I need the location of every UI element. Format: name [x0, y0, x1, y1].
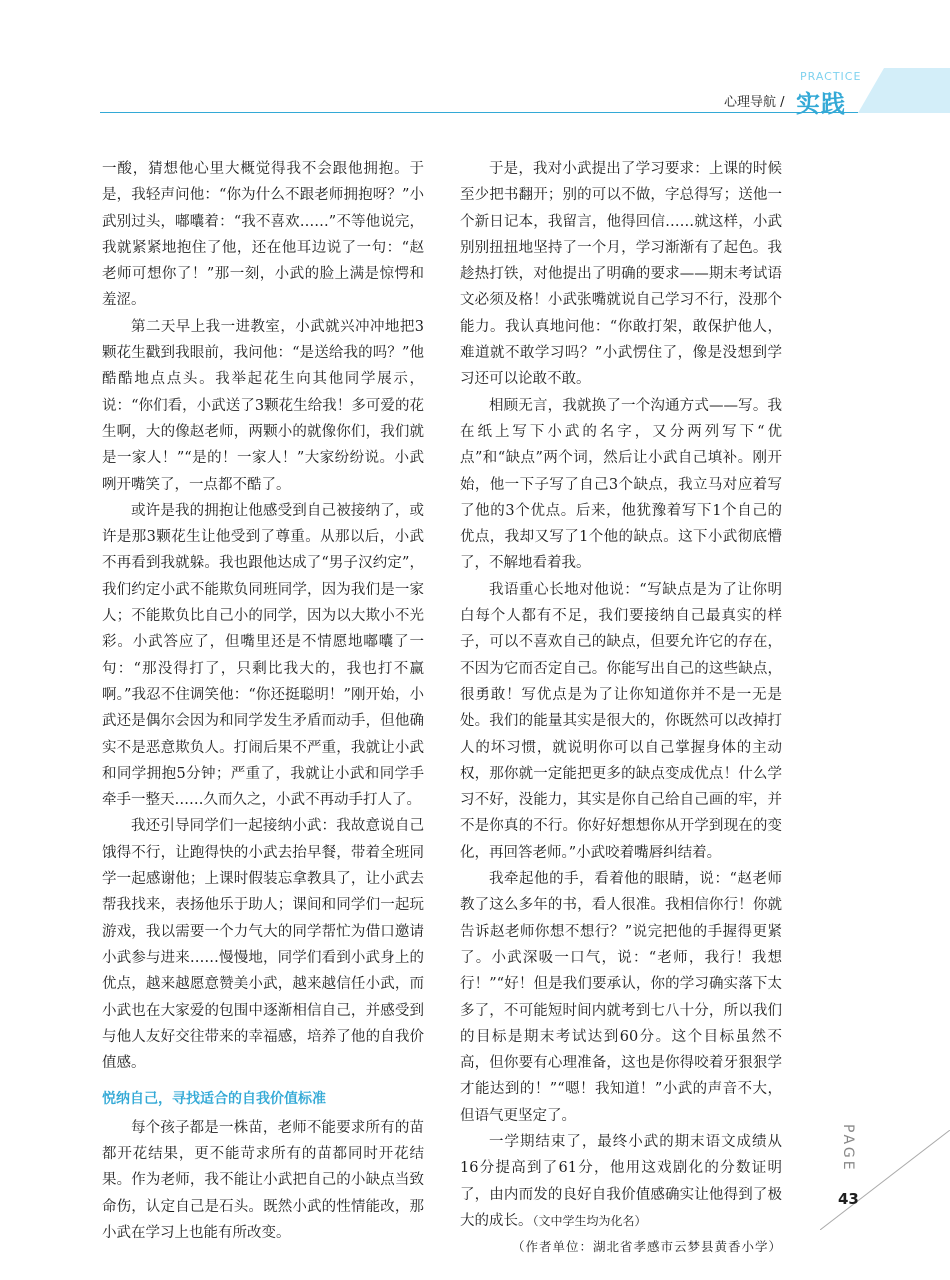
paragraph: 于是，我对小武提出了学习要求：上课的时候至少把书翻开；别的可以不做，字总得写；送他一个新日记本，我留言，他得回信……就这样，小武别别扭扭地坚持了一个月，学习渐渐有了起色。我趁热打铁，对他提出了明确的要求——期末考试语文必须及格！小武张嘴就说自己学习不行，没那个能力。我认真地问他：“你敢打架，敢保护他人，难道就不敢学习吗？”小武愣住了，像是没想到学习还可以论敢不敢。 [460, 161, 782, 388]
section-name: 心理导航 / [724, 95, 785, 110]
paragraph: 相顾无言，我就换了一个沟通方式——写。我在纸上写下小武的名字，又分两列写下“优点”和“缺点”两个词，然后让小武自己填补。刚开始，他一下子写了自己3个缺点，我立马对应着写了他的3个优点。后来，他犹豫着写下1个自己的优点，我却又写了1个他的缺点。这下小武彻底懵了，不解地看着我。 [460, 397, 782, 572]
header-divider [100, 112, 858, 113]
right-column [460, 156, 782, 1260]
paragraph: 或许是我的拥抱让他感受到自己被接纳了，或许是那3颗花生让他受到了尊重。从那以后，小武不再看到我就躲。我也跟他达成了“男子汉约定”，我们约定小武不能欺负同班同学，因为我们是一家人；不能欺负比自己小的同学，因为以大欺小不光彩。小武答应了，但嘴里还是不情愿地嘟囔了一句：“那没得打了，只剩比我大的，我也打不赢啊。”我忍不住调笑他：“你还挺聪明！”刚开始，小武还是偶尔会因为和同学发生矛盾而动手，但他确实不是恶意欺负人。打闹后果不严重，我就让小武和同学拥抱5分钟；严重了，我就让小武和同学手牵手一整天……久而久之，小武不再动手打人了。 [102, 502, 424, 809]
paragraph: 每个孩子都是一株苗，老师不能要求所有的苗都开花结果，更不能苛求所有的苗都同时开花结果。作为老师，我不能让小武把自己的小缺点当致命伤，认定自己是石头。既然小武的性情能改，那小武在学习上也能有所改变。 [102, 1119, 424, 1241]
paragraph: 第二天早上我一进教室，小武就兴冲冲地把3颗花生戳到我眼前，我问他：“是送给我的吗？”他酷酷地点点头。我举起花生向其他同学展示，说：“你们看，小武送了3颗花生给我！多可爱的花生啊，大的像赵老师，两颗小的就像你们，我们就是一家人！”“是的！一家人！”大家纷纷说。小武咧开嘴笑了，一点都不酷了。 [102, 318, 424, 493]
left-column [102, 156, 424, 1246]
section-subheading: 悦纳自己，寻找适合的自我价值标准 [102, 1091, 326, 1108]
paragraph: 一酸，猜想他心里大概觉得我不会跟他拥抱。于是，我轻声问他：“你为什么不跟老师拥抱呀？”小武别过头，嘟囔着：“我不喜欢……”不等他说完，我就紧紧地抱住了他，还在他耳边说了一句：“赵老师可想你了！”那一刻，小武的脸上满是惊愕和羞涩。 [102, 161, 424, 309]
page-number: 43 [838, 1190, 859, 1208]
paragraph-text: 一学期结束了，最终小武的期末语文成绩从16分提高到了61分，他用这戏剧化的分数证明了，由内而发的良好自我价值感确实让他得到了极大的成长。 [460, 1133, 782, 1229]
section-title: 实践 [796, 90, 846, 118]
paragraph [460, 1129, 782, 1234]
page-label: PAGE [840, 1124, 856, 1173]
paragraph: 我语重心长地对他说：“写缺点是为了让你明白每个人都有不足，我们要接纳自己最真实的样子，可以不喜欢自己的缺点，但要允许它的存在，不因为它而否定自己。你能写出自己的这些缺点，很勇敢！写优点是为了让你知道你并不是一无是处。我们的能量其实是很大的，你既然可以改掉打人的坏习惯，就说明你可以自己掌握身体的主动权，那你就一定能把更多的缺点变成优点！什么学习不好，没能力，其实是你自己给自己画的牢，并不是你真的不行。你好好想想你从开学到现在的变化，再回答老师。”小武咬着嘴唇纠结着。 [460, 581, 782, 861]
header-banner-shape [858, 68, 950, 113]
name-note: （文中学生均为化名） [532, 1213, 647, 1228]
paragraph: 我牵起他的手，看着他的眼睛，说：“赵老师教了这么多年的书，看人很准。我相信你行！你就告诉赵老师你想不想行？”说完把他的手握得更紧了。小武深吸一口气，说：“老师，我行！我想行！”“好！但是我们要承认，你的学习确实落下太多了，不可能短时间内就考到七八十分，所以我们的目标是期末考试达到60分。这个目标虽然不高，但你要有心理准备，这也是你得咬着牙狠狠学才能达到的！”“嗯！我知道！”小武的声音不大，但语气更坚定了。 [460, 871, 782, 1124]
practice-label: PRACTICE [800, 70, 862, 83]
paragraph: 我还引导同学们一起接纳小武：我故意说自己饿得不行，让跑得快的小武去抬早餐，带着全班同学一起感谢他；上课时假装忘拿教具了，让小武去帮我找来，表扬他乐于助人；课间和同学们一起玩游戏，我以需要一个力气大的同学帮忙为借口邀请小武参与进来……慢慢地，同学们看到小武身上的优点，越来越愿意赞美小武，越来越信任小武，而小武也在大家爱的包围中逐渐相信自己，并感受到与他人友好交往带来的幸福感，培养了他的自我价值感。 [102, 818, 424, 1072]
author-affiliation: （作者单位：湖北省孝感市云梦县黄香小学） [511, 1239, 782, 1255]
page-header [0, 0, 950, 130]
